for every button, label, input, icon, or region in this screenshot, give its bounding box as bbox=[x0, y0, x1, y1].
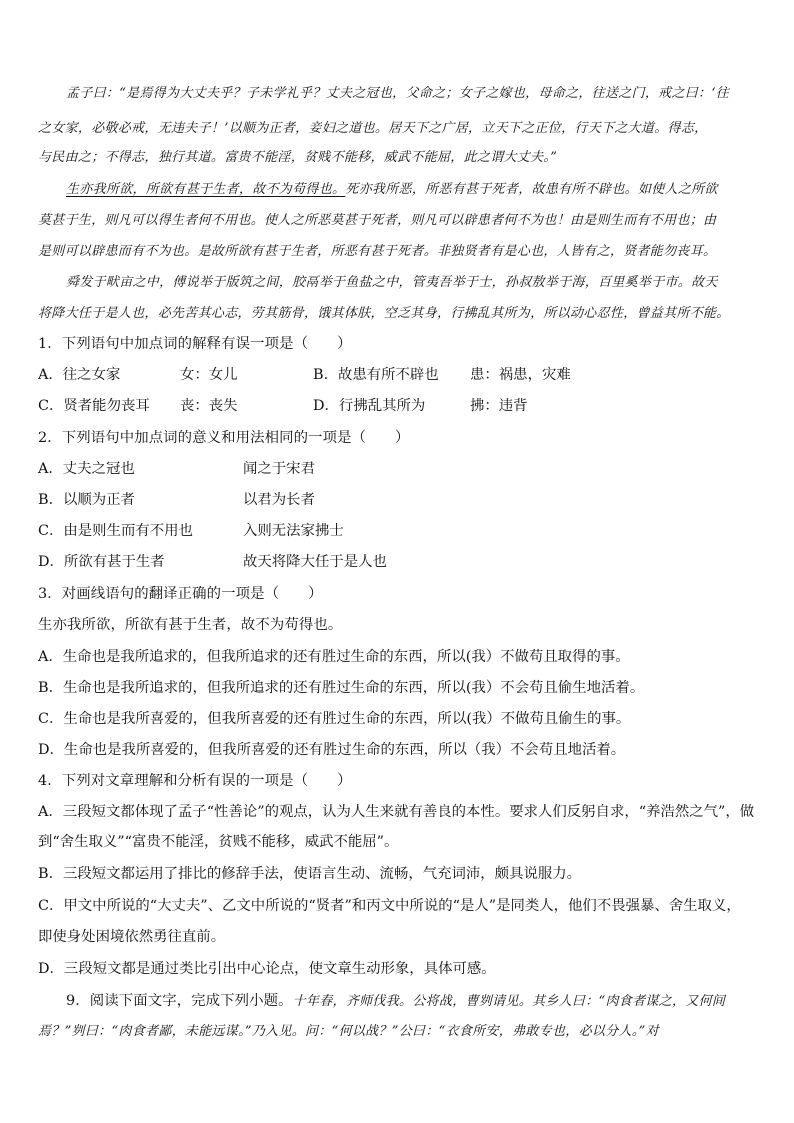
passage-p1-line1: 孟子曰：“是焉得为大丈夫乎？子未学礼乎？丈夫之冠也，父命之；女子之嫁也，母命之，往送之门，戒之曰：‘往 bbox=[66, 86, 730, 101]
q2-option-a-right: 闻之于宋君 bbox=[243, 461, 315, 477]
q1-option-b-gloss: 患：祸患，灾难 bbox=[470, 367, 571, 383]
q9-lead: 9．阅读下面文字，完成下列小题。 bbox=[66, 993, 293, 1009]
passage-p2-line1 bbox=[66, 178, 764, 197]
q4-option-a-line2: 到“舍生取义”“富贵不能淫，贫贱不能移，威武不能屈”。 bbox=[38, 834, 399, 850]
q2-option-a-left: A．丈夫之冠也 bbox=[38, 461, 135, 477]
q1-option-a-text: A．往之女家 bbox=[38, 367, 121, 383]
passage-p2-line1-rest: 死亦我所恶，所恶有甚于死者，故患有所不辟也。如使人之所欲 bbox=[345, 182, 718, 197]
q9-line1 bbox=[66, 989, 764, 1010]
q4-option-c-line1: C．甲文中所说的“大丈夫”、乙文中所说的“贤者”和丙文中所说的“是人”是同类人，他们不畏强暴、舍生取义， bbox=[38, 898, 741, 914]
q1-option-c-text: C．贤者能勿丧耳 bbox=[38, 398, 150, 414]
q4-option-b: B．三段短文都运用了排比的修辞手法，使语言生动、流畅，气充词沛，颇具说服力。 bbox=[38, 866, 582, 882]
underlined-sentence: 生亦我所欲，所欲有甚于生者，故不为苟得也。 bbox=[66, 182, 346, 197]
q3-option-c: C．生命也是我所喜爱的，但我所喜爱的还有胜过生命的东西，所以(我）不做苟且偷生的事。 bbox=[38, 711, 631, 727]
q3-option-b: B．生命也是我所追求的，但我所追求的还有胜过生命的东西，所以(我）不会苟且偷生地活着。 bbox=[38, 680, 645, 696]
q4-option-a-line1: A．三段短文都体现了孟子“性善论”的观点，认为人生来就有善良的本性。要求人们反躬自求，“养浩然之气”，做 bbox=[38, 804, 755, 820]
q1-option-d-gloss: 拂：违背 bbox=[470, 398, 528, 414]
q1-option-a-gloss: 女：女儿 bbox=[180, 367, 238, 383]
q4-option-c-line2: 即使身处困境依然勇往直前。 bbox=[38, 929, 226, 945]
q9-text-line1: 十年春，齐师伐我。公将战，曹刿请见。其乡人曰：“肉食者谋之，又何间 bbox=[292, 994, 726, 1009]
q9-text-line2: 焉？”刿曰：“肉食者鄙，未能远谋。”乃入见。问：“何以战？”公曰：“衣食所安，弗敢专也，必以分人。”对 bbox=[38, 1024, 659, 1039]
q2-option-c-right: 入则无法家拂士 bbox=[243, 523, 344, 539]
q3-option-d: D．生命也是我所喜爱的，但我所喜爱的还有胜过生命的东西，所以（我）不会苟且地活着。 bbox=[38, 742, 626, 758]
q4-stem: 4．下列对文章理解和分析有误的一项是（ ） bbox=[38, 773, 352, 789]
passage-p1-line2: 之女家，必敬必戒，无违夫子！’以顺为正者，妾妇之道也。居天下之广居，立天下之正位，行天下之大道。得志， bbox=[38, 121, 708, 136]
q2-option-c-left: C．由是则生而有不用也 bbox=[38, 523, 193, 539]
passage-p3-line2: 将降大任于是人也，必先苦其心志，劳其筋骨，饿其体肤，空乏其身，行拂乱其所为，所以动心忍性，曾益其所不能。 bbox=[38, 306, 730, 321]
q2-option-b-right: 以君为长者 bbox=[243, 492, 315, 508]
q1-stem: 1．下列语句中加点词的解释有误一项是（ ） bbox=[38, 336, 352, 352]
passage-p3-line1: 舜发于畎亩之中，傅说举于版筑之间，胶鬲举于鱼盐之中，管夷吾举于士，孙叔敖举于海，百里奚举于市。故天 bbox=[66, 275, 718, 290]
q3-option-a: A．生命也是我所追求的，但我所追求的还有胜过生命的东西，所以(我）不做苟且取得的事。 bbox=[38, 649, 630, 665]
passage-p2-line2: 莫甚于生，则凡可以得生者何不用也。使人之所恶莫甚于死者，则凡可以辟患者何不为也！由是则生而有不用也；由 bbox=[38, 213, 717, 228]
q4-option-d: D．三段短文都是通过类比引出中心论点，使文章生动形象，具体可感。 bbox=[38, 961, 496, 977]
q2-option-d-right: 故天将降大任于是人也 bbox=[243, 554, 387, 570]
q3-quoted-sentence: 生亦我所欲，所欲有甚于生者，故不为苟得也。 bbox=[38, 617, 343, 633]
q1-option-c-gloss: 丧：丧失 bbox=[180, 398, 238, 414]
q1-option-b-text: B．故患有所不辟也 bbox=[313, 367, 439, 383]
q2-stem: 2．下列语句中加点词的意义和用法相同的一项是（ ） bbox=[38, 430, 410, 446]
q2-option-b-left: B．以顺为正者 bbox=[38, 492, 135, 508]
q1-option-d-text: D．行拂乱其所为 bbox=[313, 398, 426, 414]
q3-stem: 3．对画线语句的翻译正确的一项是（ ） bbox=[38, 586, 323, 602]
q2-option-d-left: D．所欲有甚于生者 bbox=[38, 554, 165, 570]
passage-p1-line3: 与民由之；不得志，独行其道。富贵不能淫，贫贱不能移，威武不能屈，此之谓大丈夫。” bbox=[38, 150, 558, 165]
passage-p2-line3: 是则可以辟患而有不为也。是故所欲有甚于生者，所恶有甚于死者。非独贤者有是心也，人皆有之，贤者能勿丧耳。 bbox=[38, 244, 717, 259]
